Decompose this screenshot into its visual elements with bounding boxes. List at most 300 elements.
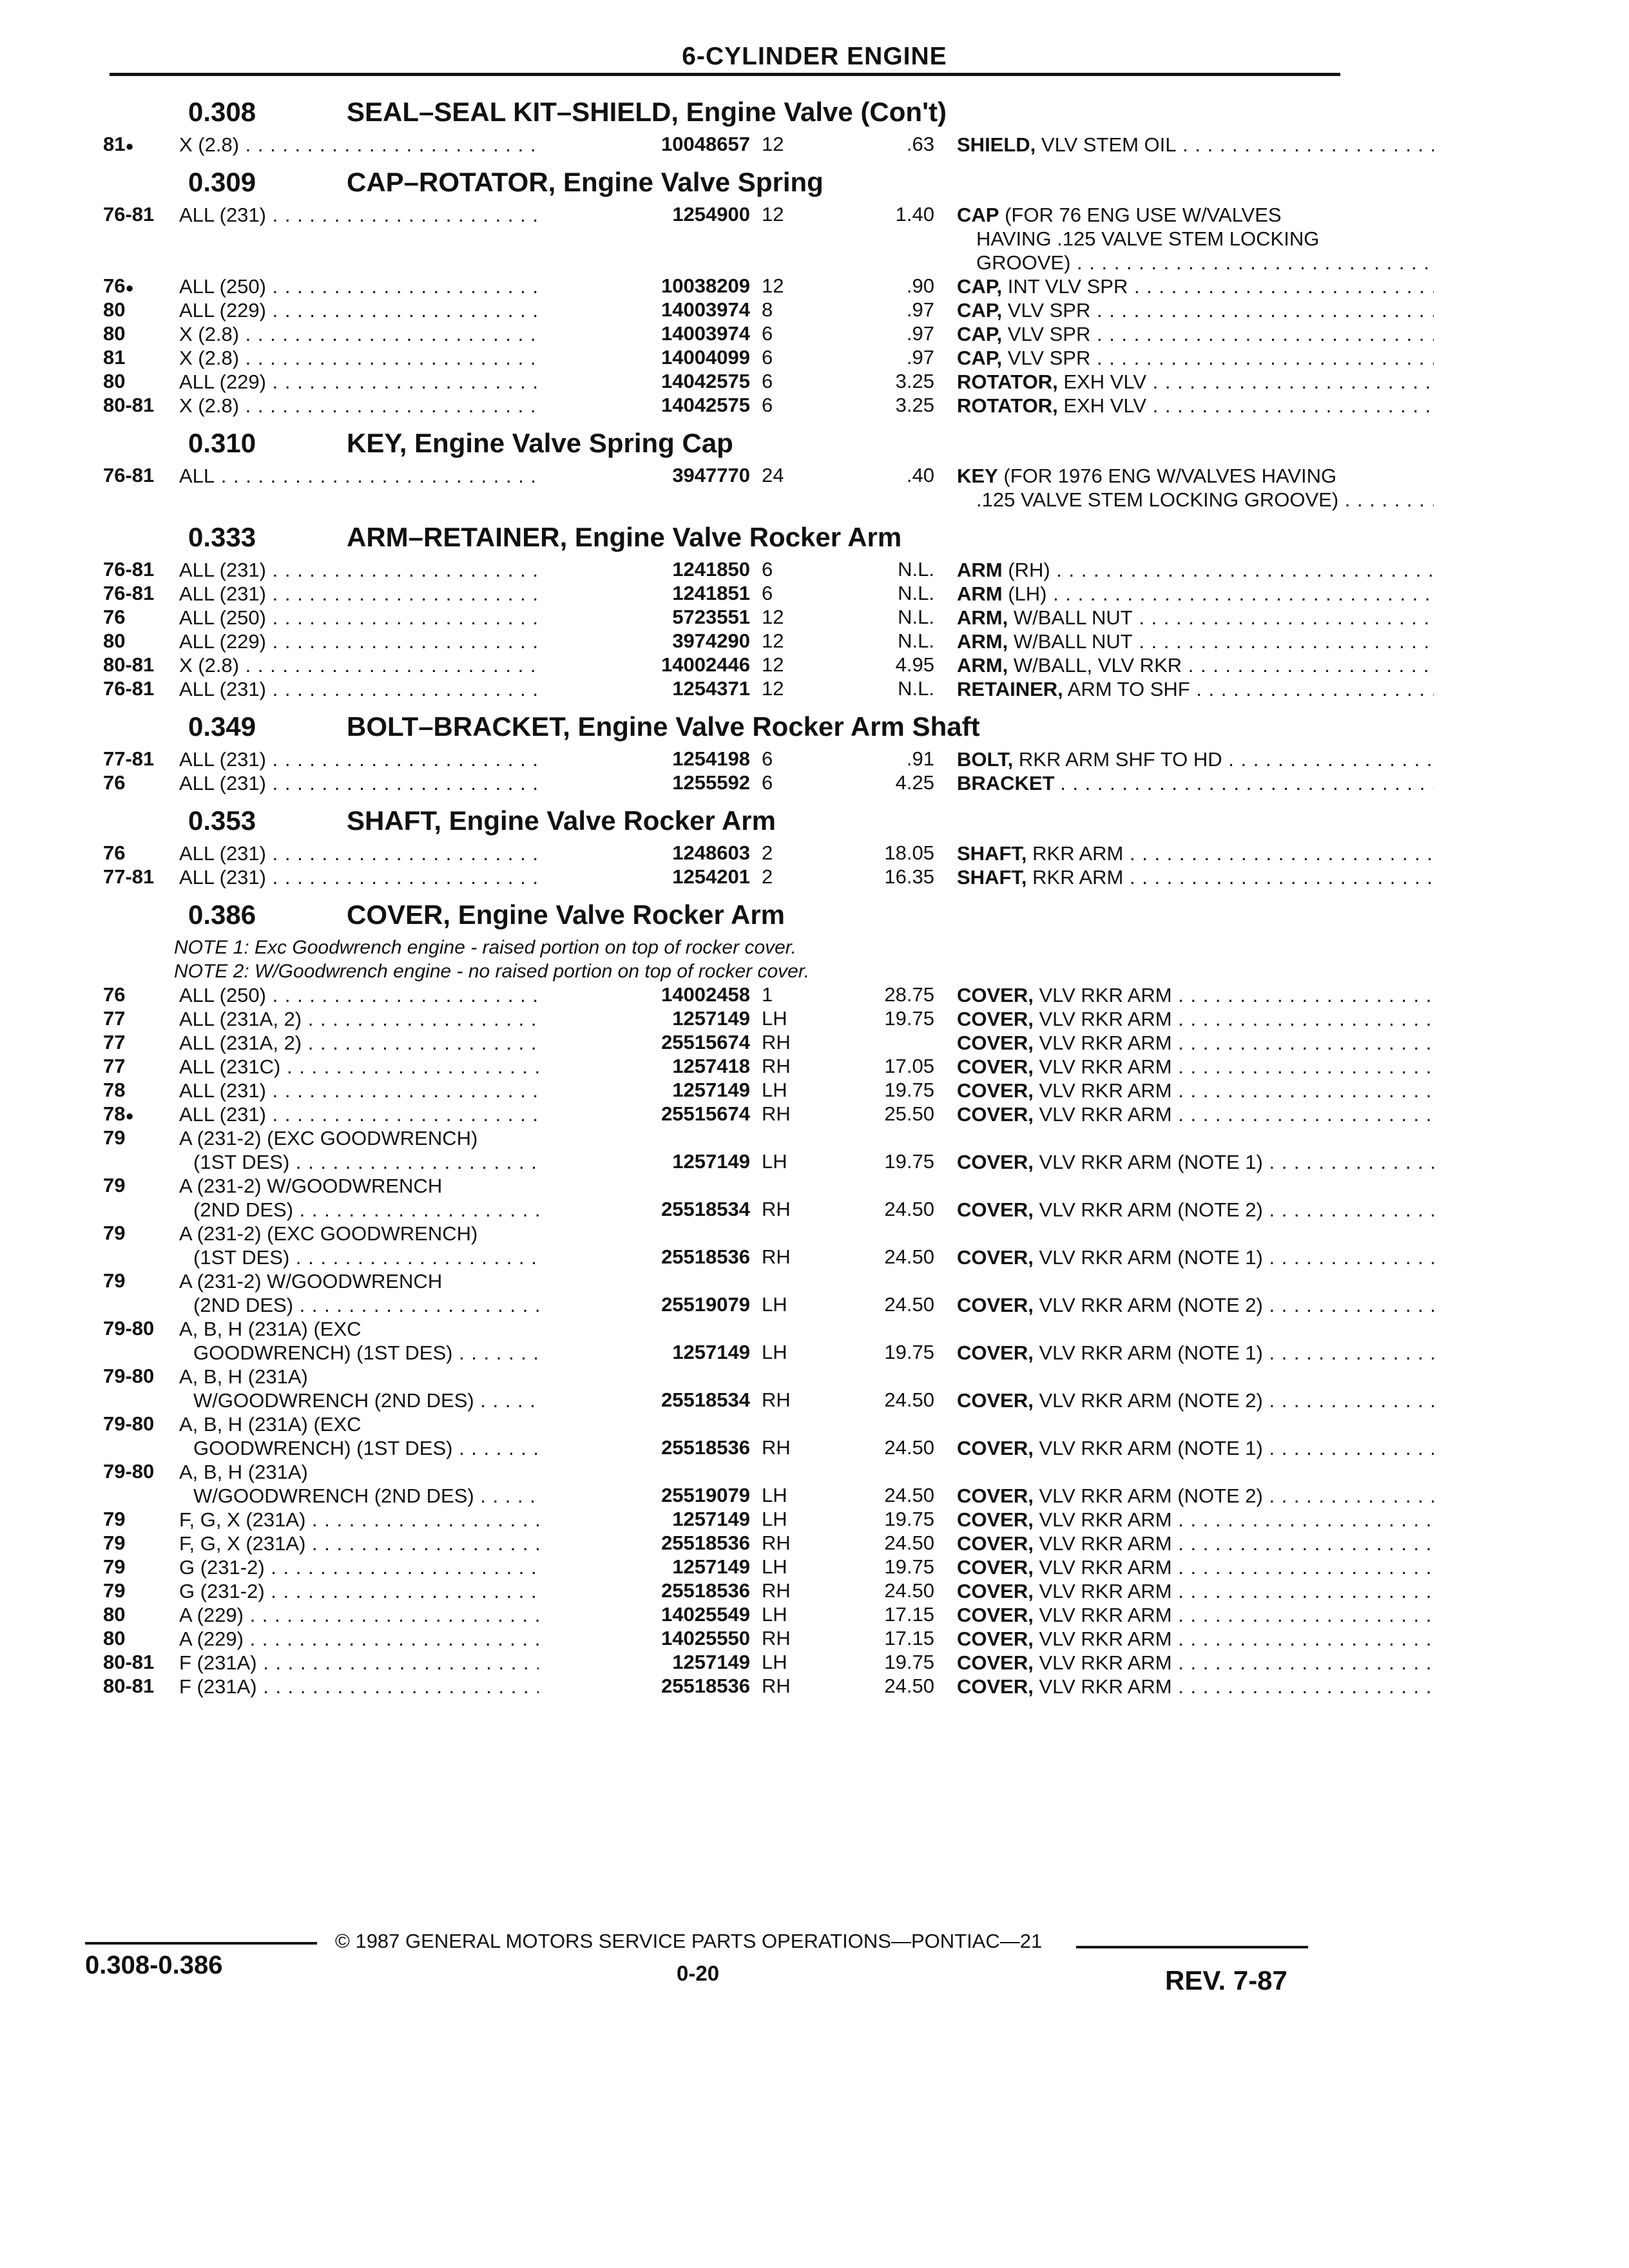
catalog-row xyxy=(103,1102,1340,1126)
row-quantity: 12 xyxy=(762,606,784,628)
row-year-text: 76-81 xyxy=(103,582,155,604)
row-description-line xyxy=(957,464,1434,488)
row-description-line xyxy=(957,1055,1434,1079)
catalog-row xyxy=(103,1675,1340,1698)
row-year xyxy=(103,1460,174,1483)
row-description-line xyxy=(957,865,1434,889)
row-description-key: COVER, xyxy=(957,1604,1034,1626)
row-quantity: 12 xyxy=(762,629,784,652)
row-model-line: ALL (231) . . . xyxy=(179,1102,633,1126)
row-description-key: COVER, xyxy=(957,1675,1034,1698)
row-description xyxy=(957,1031,1434,1055)
row-quantity: 6 xyxy=(762,747,773,770)
catalog-row xyxy=(103,1627,1340,1651)
row-description-text: (FOR 76 ENG USE W/VALVES xyxy=(1005,204,1282,226)
section-title: CAP–ROTATOR, Engine Valve Spring xyxy=(347,167,824,197)
row-quantity: 2 xyxy=(762,865,773,888)
row-model-line: F, G, X (231A) . . . xyxy=(179,1508,633,1532)
row-year xyxy=(103,322,174,345)
row-year-text: 78 xyxy=(103,1102,126,1125)
row-description-line xyxy=(957,1555,1434,1579)
row-year-text: 77-81 xyxy=(103,865,155,888)
row-description-line xyxy=(957,394,1434,418)
row-model-line: ALL (229) . . . xyxy=(179,629,633,653)
row-model-line: A (229) . . . xyxy=(179,1603,633,1627)
row-description xyxy=(957,1389,1434,1412)
row-description-key: COVER, xyxy=(957,1437,1034,1459)
row-part-number: 10048657 xyxy=(539,133,750,156)
row-quantity: 1 xyxy=(762,983,773,1006)
catalog-row xyxy=(103,1126,1340,1174)
row-description-text: VLV RKR ARM xyxy=(1039,1532,1172,1555)
row-part-number: 25515674 xyxy=(539,1031,750,1054)
row-part-number: 25518536 xyxy=(539,1579,750,1602)
row-description-text: .125 VALVE STEM LOCKING GROOVE) xyxy=(976,488,1339,511)
row-quantity: RH xyxy=(762,1198,791,1220)
section-title: BOLT–BRACKET, Engine Valve Rocker Arm Shaft xyxy=(347,711,980,742)
row-price: 4.25 xyxy=(895,771,934,794)
row-year-text: 79 xyxy=(103,1174,126,1196)
row-part-number: 1254201 xyxy=(539,865,750,889)
row-price: 19.75 xyxy=(884,1651,934,1673)
row-description xyxy=(957,1579,1434,1603)
catalog-section xyxy=(103,90,1340,157)
catalog-row xyxy=(103,1222,1340,1269)
row-price: 25.50 xyxy=(884,1102,934,1125)
row-description-key: SHIELD, xyxy=(957,133,1036,156)
row-description-key: ROTATOR, xyxy=(957,394,1058,417)
row-description-key: ARM, xyxy=(957,654,1008,677)
footer-revision: REV. 7-87 xyxy=(1165,1965,1287,1995)
row-model-line: G (231-2) . . . xyxy=(179,1555,633,1579)
row-year-text: 76-81 xyxy=(103,558,155,581)
row-price: 19.75 xyxy=(884,1555,934,1578)
row-description xyxy=(957,1150,1434,1174)
row-year xyxy=(103,1675,174,1698)
row-quantity: RH xyxy=(762,1675,791,1697)
row-description-line xyxy=(957,1436,1434,1460)
row-description-line xyxy=(957,133,1434,157)
section-note: NOTE 1: Exc Goodwrench engine - raised portion on top of rocker cover. xyxy=(174,937,797,958)
section-note: NOTE 2: W/Goodwrench engine - no raised portion on top of rocker cover. xyxy=(174,961,810,982)
bullet-icon: ● xyxy=(125,138,134,154)
row-description xyxy=(957,203,1434,274)
row-price: N.L. xyxy=(898,677,934,700)
row-part-number: 25518536 xyxy=(539,1245,750,1269)
catalog-row xyxy=(103,203,1340,274)
row-part-number: 14025549 xyxy=(539,1603,750,1626)
row-model-line: F, G, X (231A) . . . xyxy=(179,1532,633,1555)
row-part-number: 1248603 xyxy=(539,841,750,865)
row-description-line xyxy=(957,629,1434,653)
row-description-text: VLV RKR ARM (NOTE 2) xyxy=(1039,1389,1263,1412)
row-price: 17.15 xyxy=(884,1603,934,1626)
row-quantity: RH xyxy=(762,1579,791,1602)
row-description-key: ARM xyxy=(957,559,1003,581)
catalog-row xyxy=(103,983,1340,1007)
row-description-text: VLV RKR ARM (NOTE 1) xyxy=(1039,1341,1263,1364)
row-description-text: W/BALL NUT xyxy=(1013,606,1133,629)
catalog-section xyxy=(103,799,1340,889)
row-model-line: W/GOODWRENCH (2ND DES) . . . xyxy=(179,1484,633,1508)
catalog-row xyxy=(103,1603,1340,1627)
section-title: KEY, Engine Valve Spring Cap xyxy=(347,428,733,458)
row-description xyxy=(957,865,1434,889)
row-year xyxy=(103,1603,174,1626)
footer-rule-right xyxy=(1076,1946,1308,1948)
section-heading xyxy=(103,421,1340,464)
row-year xyxy=(103,133,174,156)
row-year-text: 80 xyxy=(103,298,126,321)
row-price: 3.25 xyxy=(895,370,934,392)
row-description xyxy=(957,1651,1434,1675)
row-description xyxy=(957,1627,1434,1651)
row-quantity: 12 xyxy=(762,677,784,700)
row-description-text: VLV RKR ARM xyxy=(1039,1008,1172,1030)
catalog-row xyxy=(103,1651,1340,1675)
row-year-text: 77-81 xyxy=(103,747,155,770)
row-description-line xyxy=(957,1031,1434,1055)
row-year xyxy=(103,1102,174,1126)
row-description-text: GROOVE) xyxy=(976,251,1071,274)
row-description-line xyxy=(957,1389,1434,1412)
section-code: 0.349 xyxy=(188,711,256,742)
row-description-text: W/BALL NUT xyxy=(1013,630,1133,653)
catalog-row xyxy=(103,747,1340,771)
row-part-number: 14003974 xyxy=(539,322,750,345)
row-quantity: LH xyxy=(762,1341,787,1363)
row-description-text: ARM TO SHF xyxy=(1067,678,1190,700)
row-description-line xyxy=(957,274,1434,298)
row-price: 18.05 xyxy=(884,841,934,864)
row-year-text: 79 xyxy=(103,1555,126,1578)
row-price: 4.95 xyxy=(895,653,934,676)
row-year xyxy=(103,1079,174,1102)
row-description-key: COVER, xyxy=(957,1151,1034,1173)
row-description-line xyxy=(957,1007,1434,1031)
row-year xyxy=(103,1007,174,1030)
row-quantity: LH xyxy=(762,1079,787,1101)
row-part-number: 14025550 xyxy=(539,1627,750,1650)
row-year-text: 79 xyxy=(103,1508,126,1530)
row-description-line xyxy=(957,1675,1434,1698)
catalog-row xyxy=(103,558,1340,582)
row-price: 17.05 xyxy=(884,1055,934,1077)
row-description xyxy=(957,1341,1434,1365)
row-description-key: BRACKET xyxy=(957,772,1055,794)
row-part-number: 25518536 xyxy=(539,1532,750,1555)
row-description-text: RKR ARM SHF TO HD xyxy=(1018,748,1222,771)
row-description xyxy=(957,1484,1434,1508)
row-year-text: 79 xyxy=(103,1579,126,1602)
row-quantity: 12 xyxy=(762,653,784,676)
row-description-text: VLV RKR ARM xyxy=(1039,1628,1172,1650)
catalog-section xyxy=(103,705,1340,795)
catalog-row xyxy=(103,464,1340,512)
row-price: 24.50 xyxy=(884,1436,934,1459)
row-quantity: RH xyxy=(762,1102,791,1125)
row-description-key: COVER, xyxy=(957,1246,1034,1269)
row-description xyxy=(957,1245,1434,1269)
row-price: 19.75 xyxy=(884,1150,934,1173)
row-description-text: VLV RKR ARM xyxy=(1039,1651,1172,1674)
row-year xyxy=(103,203,174,226)
row-year-text: 76 xyxy=(103,841,126,864)
section-code: 0.333 xyxy=(188,522,256,552)
row-description-line xyxy=(957,1627,1434,1651)
row-part-number: 25518534 xyxy=(539,1389,750,1412)
row-description xyxy=(957,464,1434,512)
row-year-text: 76-81 xyxy=(103,464,155,486)
row-model-line: X (2.8) . . . xyxy=(179,346,633,370)
row-year xyxy=(103,1317,174,1340)
row-price: 19.75 xyxy=(884,1508,934,1530)
row-model-line: A, B, H (231A) (EXC xyxy=(179,1318,361,1340)
row-year-text: 76 xyxy=(103,771,126,794)
row-quantity: LH xyxy=(762,1484,787,1506)
row-part-number: 3974290 xyxy=(539,629,750,653)
section-code: 0.353 xyxy=(188,805,256,836)
row-model-line: ALL (231) . . . xyxy=(179,865,633,889)
catalog-row xyxy=(103,274,1340,298)
row-description-key: COVER, xyxy=(957,1485,1034,1507)
row-description xyxy=(957,1675,1434,1698)
row-description xyxy=(957,346,1434,370)
row-part-number: 1257149 xyxy=(539,1508,750,1531)
row-year-text: 79-80 xyxy=(103,1412,155,1435)
row-year-text: 80-81 xyxy=(103,1651,155,1673)
row-description xyxy=(957,1532,1434,1555)
catalog-row xyxy=(103,1365,1340,1412)
row-description xyxy=(957,1007,1434,1031)
row-year xyxy=(103,865,174,889)
row-model-line: A, B, H (231A) xyxy=(179,1365,308,1388)
row-quantity: 6 xyxy=(762,394,773,416)
row-part-number: 1257149 xyxy=(539,1651,750,1674)
catalog-row xyxy=(103,1579,1340,1603)
row-year xyxy=(103,677,174,700)
row-part-number: 1241851 xyxy=(539,582,750,605)
row-price: 24.50 xyxy=(884,1579,934,1602)
row-description-text: VLV RKR ARM xyxy=(1039,1103,1172,1126)
catalog-row xyxy=(103,582,1340,606)
row-quantity: LH xyxy=(762,1508,787,1530)
catalog-row xyxy=(103,677,1340,701)
row-part-number: 25519079 xyxy=(539,1293,750,1316)
catalog-row xyxy=(103,1055,1340,1079)
row-model-line: X (2.8) . . . xyxy=(179,394,633,418)
row-model-line: X (2.8) . . . xyxy=(179,322,633,346)
row-description-line xyxy=(957,1603,1434,1627)
row-part-number: 14003974 xyxy=(539,298,750,322)
row-price: N.L. xyxy=(898,629,934,652)
row-description-text: VLV STEM OIL xyxy=(1041,133,1177,156)
row-description-key: COVER, xyxy=(957,1294,1034,1316)
row-model-line: ALL (231A, 2) . . . xyxy=(179,1031,633,1055)
row-price: .91 xyxy=(906,747,934,770)
row-price: .97 xyxy=(906,322,934,345)
row-year-text: 79-80 xyxy=(103,1460,155,1483)
bullet-icon: ● xyxy=(125,1108,134,1124)
row-price: N.L. xyxy=(898,606,934,628)
row-price: .90 xyxy=(906,274,934,297)
row-year-text: 79 xyxy=(103,1532,126,1554)
row-description-text: VLV RKR ARM xyxy=(1039,1556,1172,1579)
row-description-text: W/BALL, VLV RKR xyxy=(1013,654,1182,677)
row-year-text: 79 xyxy=(103,1269,126,1292)
row-quantity: LH xyxy=(762,1150,787,1173)
row-description-line xyxy=(957,370,1434,394)
row-description-line xyxy=(957,606,1434,629)
catalog-row xyxy=(103,133,1340,157)
row-year-text: 79-80 xyxy=(103,1317,155,1340)
row-model-line: W/GOODWRENCH (2ND DES) . . . xyxy=(179,1389,633,1412)
row-description-text: VLV RKR ARM (NOTE 2) xyxy=(1039,1198,1263,1221)
row-description xyxy=(957,1079,1434,1102)
row-model-line: ALL (229) . . . xyxy=(179,298,633,322)
row-year-text: 80-81 xyxy=(103,1675,155,1697)
row-model-line: ALL (231) . . . xyxy=(179,558,633,582)
row-model-line: ALL (231) . . . xyxy=(179,771,633,795)
row-year xyxy=(103,629,174,653)
footer-rule-left xyxy=(85,1942,317,1945)
row-description-key: CAP, xyxy=(957,275,1003,298)
row-model-line: (2ND DES) . . . xyxy=(179,1293,633,1317)
row-year xyxy=(103,1651,174,1674)
row-description-line xyxy=(957,1102,1434,1126)
row-model-line: (1ST DES) . . . xyxy=(179,1245,633,1269)
row-model-line: X (2.8) . . . xyxy=(179,653,633,677)
catalog-row xyxy=(103,1317,1340,1365)
row-quantity: LH xyxy=(762,1007,787,1030)
row-year-text: 77 xyxy=(103,1007,126,1030)
row-description-key: KEY xyxy=(957,465,998,487)
row-year xyxy=(103,1222,174,1245)
row-quantity: RH xyxy=(762,1055,791,1077)
row-quantity: 12 xyxy=(762,274,784,297)
row-year xyxy=(103,1412,174,1436)
catalog-row xyxy=(103,771,1340,795)
row-description-line xyxy=(957,251,1434,274)
catalog-section xyxy=(103,515,1340,701)
row-description xyxy=(957,558,1434,582)
row-price: 24.50 xyxy=(884,1389,934,1411)
row-year xyxy=(103,274,174,298)
row-description-text: VLV RKR ARM xyxy=(1039,984,1172,1006)
row-price: .40 xyxy=(906,464,934,486)
row-description-line xyxy=(957,1150,1434,1174)
row-description-line xyxy=(957,1293,1434,1317)
section-code: 0.310 xyxy=(188,428,256,458)
row-part-number: 14042575 xyxy=(539,370,750,393)
row-description xyxy=(957,653,1434,677)
row-price: .97 xyxy=(906,346,934,369)
row-description-text: HAVING .125 VALVE STEM LOCKING xyxy=(976,227,1320,250)
row-description-key: COVER, xyxy=(957,1651,1034,1674)
row-price: N.L. xyxy=(898,582,934,604)
row-part-number: 1254198 xyxy=(539,747,750,771)
row-description-text: (FOR 1976 ENG W/VALVES HAVING xyxy=(1003,465,1337,487)
row-description-text: RKR ARM xyxy=(1032,866,1124,889)
row-price: 24.50 xyxy=(884,1293,934,1316)
row-part-number: 25515674 xyxy=(539,1102,750,1126)
row-year-text: 79 xyxy=(103,1222,126,1244)
row-year-text: 81 xyxy=(103,346,126,369)
row-part-number: 1255592 xyxy=(539,771,750,794)
row-description-key: COVER, xyxy=(957,1628,1034,1650)
row-part-number: 25518536 xyxy=(539,1675,750,1698)
page-header-title: 6-CYLINDER ENGINE xyxy=(682,43,947,70)
row-part-number: 1257149 xyxy=(539,1079,750,1102)
row-description-key: COVER, xyxy=(957,1341,1034,1364)
row-description xyxy=(957,606,1434,629)
row-description-key: COVER, xyxy=(957,1198,1034,1221)
row-model-line: ALL (231C) . . . xyxy=(179,1055,633,1079)
row-description-text: VLV RKR ARM (NOTE 2) xyxy=(1039,1485,1263,1507)
row-description-line xyxy=(957,227,1434,251)
row-price: .63 xyxy=(906,133,934,155)
row-description-text: VLV RKR ARM xyxy=(1039,1508,1172,1531)
row-part-number: 1257418 xyxy=(539,1055,750,1078)
row-price: 24.50 xyxy=(884,1245,934,1268)
row-quantity: 6 xyxy=(762,582,773,604)
row-model-line: G (231-2) . . . xyxy=(179,1579,633,1603)
catalog-row xyxy=(103,629,1340,653)
row-description-line xyxy=(957,1198,1434,1222)
row-quantity: 2 xyxy=(762,841,773,864)
row-quantity: LH xyxy=(762,1651,787,1673)
row-model-line: ALL (231) . . . xyxy=(179,203,633,227)
row-description xyxy=(957,133,1434,157)
row-description-text: VLV RKR ARM xyxy=(1039,1675,1172,1698)
row-quantity: 6 xyxy=(762,771,773,794)
row-quantity: RH xyxy=(762,1245,791,1268)
row-description-line xyxy=(957,1245,1434,1269)
row-year xyxy=(103,771,174,794)
row-description-text: VLV RKR ARM xyxy=(1039,1032,1172,1054)
row-year xyxy=(103,1055,174,1078)
row-description-line xyxy=(957,1079,1434,1102)
row-description-key: COVER, xyxy=(957,1079,1034,1102)
row-description-text: VLV SPR xyxy=(1007,299,1091,322)
row-year-text: 81 xyxy=(103,133,126,155)
catalog-row xyxy=(103,394,1340,418)
row-description-text: VLV RKR ARM (NOTE 1) xyxy=(1039,1246,1263,1269)
row-description-key: COVER, xyxy=(957,1508,1034,1531)
row-description xyxy=(957,394,1434,418)
row-description-key: BOLT, xyxy=(957,748,1014,771)
row-model-line: (2ND DES) . . . xyxy=(179,1198,633,1222)
row-price: .97 xyxy=(906,298,934,321)
row-description-key: COVER, xyxy=(957,1556,1034,1579)
catalog-row xyxy=(103,1508,1340,1532)
row-description-key: CAP xyxy=(957,204,999,226)
section-code: 0.386 xyxy=(188,899,256,930)
row-quantity: 8 xyxy=(762,298,773,321)
row-price: 24.50 xyxy=(884,1532,934,1554)
row-year-text: 80 xyxy=(103,1603,126,1626)
row-description xyxy=(957,1436,1434,1460)
row-price: N.L. xyxy=(898,558,934,581)
row-quantity: LH xyxy=(762,1293,787,1316)
row-description-key: CAP, xyxy=(957,347,1003,369)
row-part-number: 1241850 xyxy=(539,558,750,581)
row-quantity: 6 xyxy=(762,558,773,581)
catalog-row xyxy=(103,322,1340,346)
catalog-row xyxy=(103,653,1340,677)
section-heading xyxy=(103,799,1340,841)
row-quantity: 12 xyxy=(762,203,784,226)
